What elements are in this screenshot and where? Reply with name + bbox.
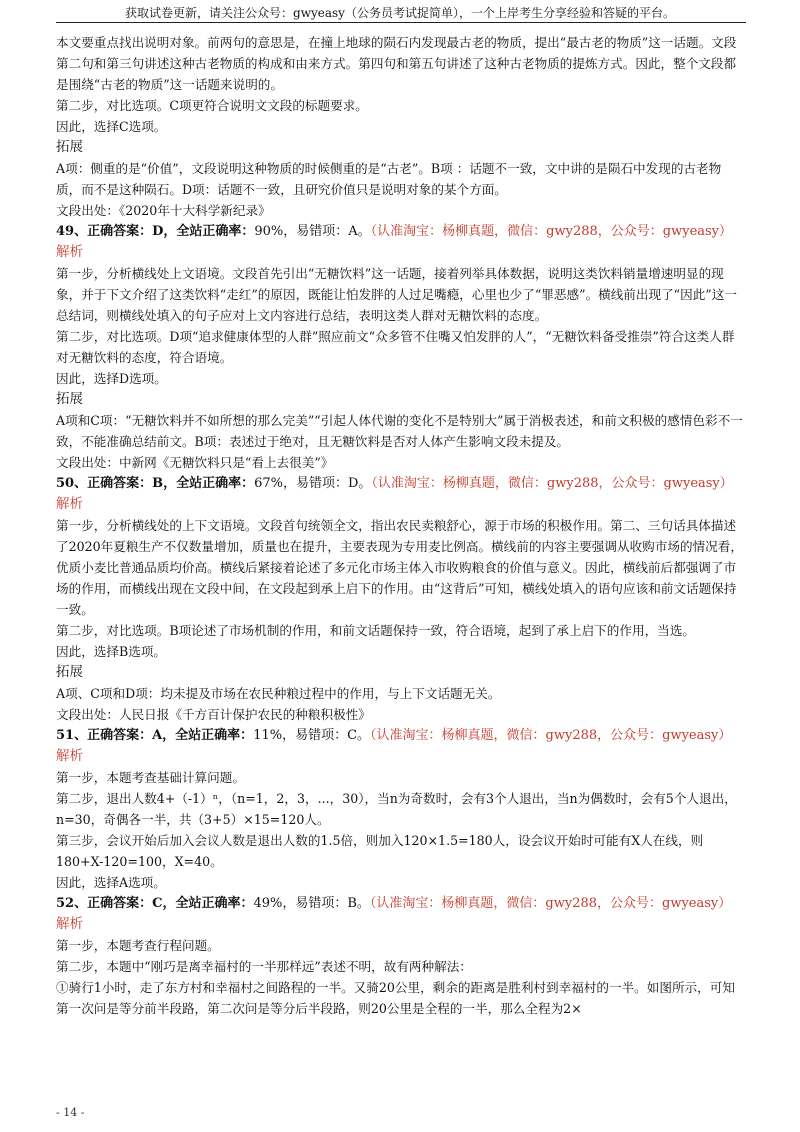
answer-line-50 [56,473,746,494]
answer-label: 51、正确答案：A，全站正确率： [56,728,254,743]
expand-text-50: A项、C项和D项：均未提及市场在农民种粮过程中的作用，与上下文话题无关。 [56,686,501,701]
document-body [56,32,746,1019]
analysis-step-51-2: 第二步，退出人数4+（-1）ⁿ，（n=1，2，3，...，30），当n为奇数时，会有3个人退出，当n为偶数时，会有5个人退出，n=30，奇偶各一半，共（3+5）×15=120人。 [56,791,737,827]
analysis-heading-52: 解析 [56,916,83,932]
header-divider [56,22,746,23]
promo-text: （认准淘宝：杨柳真题，微信：gwy288，公众号：gwyeasy） [370,728,732,743]
analysis-heading-49: 解析 [56,244,83,260]
answer-line-49 [56,221,746,242]
analysis-step-50-1: 第一步，分析横线处的上下文语境。文段首句统领全文，指出农民卖粮舒心，源于市场的积极作用。第二、三句话具体描述了2020年夏粮生产不仅数量增加，质量也在提升，主要表现为专用麦比例高。横线前的内容主要强调从收购市场的情况看，优质小麦比普通品质均价高。横线后紧接着论述了多元化市场主体入市收购粮食的价值与意义。因此，横线前后都强调了市场的作用，而横线出现在文段中间，在文段起到承上启下的作用。由“这背后”可知，横线处填入的语句应该和前文话题保持一致。 [56,518,743,617]
answer-rate: 49%，易错项：B。 [253,896,370,911]
analysis-step-51-1: 第一步，本题考查基础计算问题。 [56,770,245,785]
analysis-step-52-3: ①骑行1小时，走了东方村和幸福村之间路程的一半。又骑20公里，剩余的距离是胜利村到幸福村的一半。如图所示，可知第一次问是等分前半段路，第二次问是等分后半段路，则20公里是全程的一半，那么全程为2× [56,980,735,1016]
expand-heading-49: 拓展 [56,391,83,407]
intro-source: 文段出处：《2020年十大科学新纪录》 [56,203,271,218]
analysis-heading-51: 解析 [56,748,83,764]
source-50: 文段出处：人民日报《千方百计保护农民的种粮积极性》 [56,707,371,722]
promo-text: （认准淘宝：杨柳真题，微信：gwy288，公众号：gwyeasy） [369,896,732,911]
intro-paragraph: 本文要重点找出说明对象。前两句的意思是，在撞上地球的陨石内发现最古老的物质，提出“最古老的物质”这一话题。文段第二句和第三句讲述这种古老物质的构成和由来方式。第四句和第五句讲述了这种古老物质的提炼方式。因此，整个文段都是围绕“古老的物质”这一话题来说明的。 [56,35,737,92]
analysis-step-52-2: 第二步，本题中“刚巧是离幸福村的一半那样远”表述不明，故有两种解法： [56,959,472,974]
intro-step-two: 第二步，对比选项。C项更符合说明文文段的标题要求。 [56,98,368,113]
source-49: 文段出处：中新网《无糖饮料只是“看上去很美”》 [56,455,334,470]
answer-rate: 11%，易错项：C。 [253,728,371,743]
analysis-step-49-2: 第二步，对比选项。D项“追求健康体型的人群”照应前文“众多管不住嘴又怕发胖的人”，“无糖饮料备受推崇”符合这类人群对无糖饮料的态度，符合语境。 [56,329,735,365]
intro-expand-heading: 拓展 [56,139,83,155]
answer-line-52 [56,893,746,914]
page-header: 获取试卷更新，请关注公众号：gwyeasy（公务员考试捉简单），一个上岸考生分享经验和答疑的平台。 [125,6,675,20]
analysis-step-50-3: 因此，选择B选项。 [56,644,167,659]
analysis-step-49-3: 因此，选择D选项。 [56,371,167,386]
answer-rate: 67%，易错项：D。 [254,476,372,491]
answer-label: 49、正确答案：D，全站正确率： [56,224,255,239]
analysis-step-49-1: 第一步，分析横线处上文语境。文段首先引出“无糖饮料”这一话题，接着列举具体数据，说明这类饮料销量增速明显的现象，并于下文介绍了这类饮料“走红”的原因，既能让怕发胖的人过足嘴瘾，心里也少了“罪恶感”。横线前出现了“因此”这一总结词，则横线处填入的句子应对上文内容进行总结，表明这类人群对无糖饮料的态度。 [56,266,737,323]
answer-label: 52、正确答案：C，全站正确率： [56,896,254,911]
expand-heading-50: 拓展 [56,664,83,680]
expand-text-49: A项和C项：“无糖饮料并不如所想的那么完美”“引起人体代谢的变化不是特别大”属于消极表述，和前文积极的感情色彩不一致，不能准确总结前文。B项：表述过于绝对，且无糖饮料是否对人体产生影响文段未提及。 [56,413,743,449]
analysis-step-52-1: 第一步，本题考查行程问题。 [56,938,220,953]
analysis-step-50-2: 第二步，对比选项。B项论述了市场机制的作用，和前文话题保持一致，符合语境，起到了承上启下的作用，当选。 [56,623,695,638]
promo-text: （认准淘宝：杨柳真题，微信：gwy288，公众号：gwyeasy） [371,476,733,491]
analysis-heading-50: 解析 [56,496,83,512]
answer-line-51 [56,725,746,746]
intro-conclusion: 因此，选择C选项。 [56,119,167,134]
answer-label: 50、正确答案：B，全站正确率： [56,476,255,491]
answer-rate: 90%，易错项：A。 [254,224,371,239]
intro-expand-text: A项：侧重的是“价值”，文段说明这种物质的时候侧重的是“古老”。B项 ：话题不一致，文中讲的是陨石中发现的古老物质，而不是这种陨石。D项：话题不一致，且研究价值只是说明对象的某个方面。 [56,161,722,197]
promo-text: （认准淘宝：杨柳真题，微信：gwy288，公众号：gwyeasy） [370,224,733,239]
page-number: - 14 - [56,1106,85,1119]
analysis-step-51-3: 第三步，会议开始后加入会议人数是退出人数的1.5倍，则加入120×1.5=180人，设会议开始时可能有X人在线，则180+X-120=100，X=40。 [56,833,704,869]
analysis-step-51-4: 因此，选择A选项。 [56,875,166,890]
